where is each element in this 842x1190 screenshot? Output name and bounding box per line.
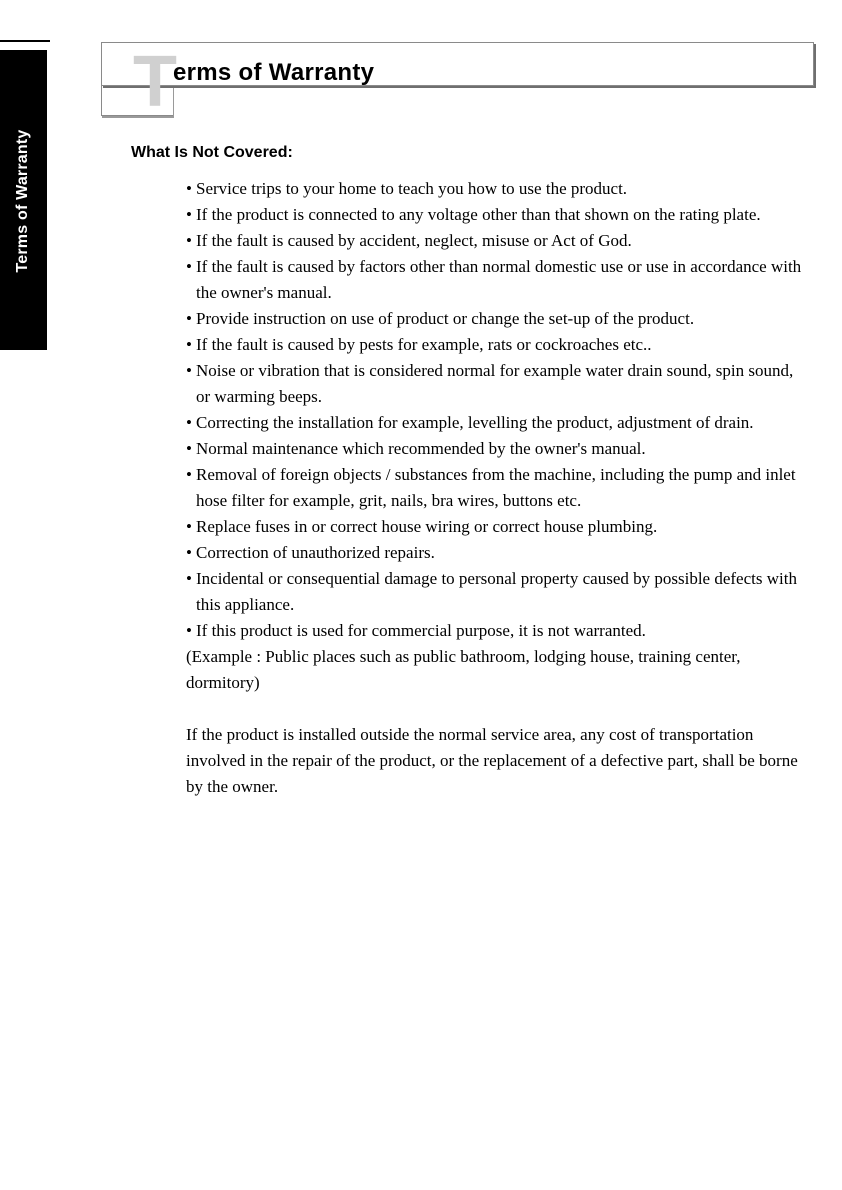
bullet-icon: •	[186, 621, 192, 640]
list-item-text: Correcting the installation for example, levelling the product, adjustment of drain.	[196, 413, 754, 432]
page-title: erms of Warranty	[173, 59, 375, 86]
side-tab-label: Terms of Warranty	[14, 129, 31, 273]
list-item	[186, 332, 802, 358]
list-item	[186, 436, 802, 462]
content-body	[186, 176, 802, 800]
bullet-icon: •	[186, 335, 192, 354]
list-item	[186, 228, 802, 254]
bullet-icon: •	[186, 179, 192, 198]
list-item-text: Service trips to your home to teach you how to use the product.	[196, 179, 628, 198]
list-item	[186, 410, 802, 436]
list-item	[186, 202, 802, 228]
top-rule	[0, 40, 50, 42]
list-item-text: Provide instruction on use of product or change the set-up of the product.	[196, 309, 695, 328]
list-item-text: If the product is connected to any voltage other than that shown on the rating plate.	[196, 205, 761, 224]
list-item	[186, 358, 802, 410]
closing-paragraph: If the product is installed outside the normal service area, any cost of transportation involved in the repair of the product, or the replacement of a defective part, shall be borne by the owner.	[186, 725, 798, 796]
list-item	[186, 306, 802, 332]
not-covered-list	[186, 176, 802, 644]
bullet-icon: •	[186, 517, 192, 536]
list-item-text: Noise or vibration that is considered normal for example water drain sound, spin sound, or warming beeps.	[196, 361, 794, 406]
list-item-text: Correction of unauthorized repairs.	[196, 543, 435, 562]
paragraph-spacer	[186, 696, 802, 722]
list-item-text: If the fault is caused by pests for example, rats or cockroaches etc..	[196, 335, 652, 354]
list-item	[186, 618, 802, 644]
list-item	[186, 462, 802, 514]
list-item-text: Normal maintenance which recommended by the owner's manual.	[196, 439, 646, 458]
list-item	[186, 254, 802, 306]
bullet-icon: •	[186, 361, 192, 380]
list-item	[186, 540, 802, 566]
example-note: (Example : Public places such as public bathroom, lodging house, training center, dormitory)	[186, 647, 741, 692]
list-item-text: Incidental or consequential damage to personal property caused by possible defects with this appliance.	[196, 569, 797, 614]
list-item-text: If the fault is caused by accident, neglect, misuse or Act of God.	[196, 231, 632, 250]
list-item	[186, 566, 802, 618]
bullet-icon: •	[186, 309, 192, 328]
bullet-icon: •	[186, 231, 192, 250]
bullet-icon: •	[186, 257, 192, 276]
list-item	[186, 514, 802, 540]
list-item	[186, 176, 802, 202]
list-item-text: Removal of foreign objects / substances from the machine, including the pump and inlet hose filter for example, grit, nails, bra wires, buttons etc.	[196, 465, 796, 510]
bullet-icon: •	[186, 543, 192, 562]
list-item-text: If the fault is caused by factors other than normal domestic use or use in accordance with the owner's manual.	[196, 257, 802, 302]
bullet-icon: •	[186, 413, 192, 432]
bullet-icon: •	[186, 465, 192, 484]
bullet-icon: •	[186, 439, 192, 458]
bullet-icon: •	[186, 205, 192, 224]
list-item-text: Replace fuses in or correct house wiring or correct house plumbing.	[196, 517, 658, 536]
section-heading: What Is Not Covered:	[131, 144, 293, 161]
title-initial-letter: T	[133, 42, 177, 122]
bullet-icon: •	[186, 569, 192, 588]
list-item-text: If this product is used for commercial purpose, it is not warranted.	[196, 621, 646, 640]
